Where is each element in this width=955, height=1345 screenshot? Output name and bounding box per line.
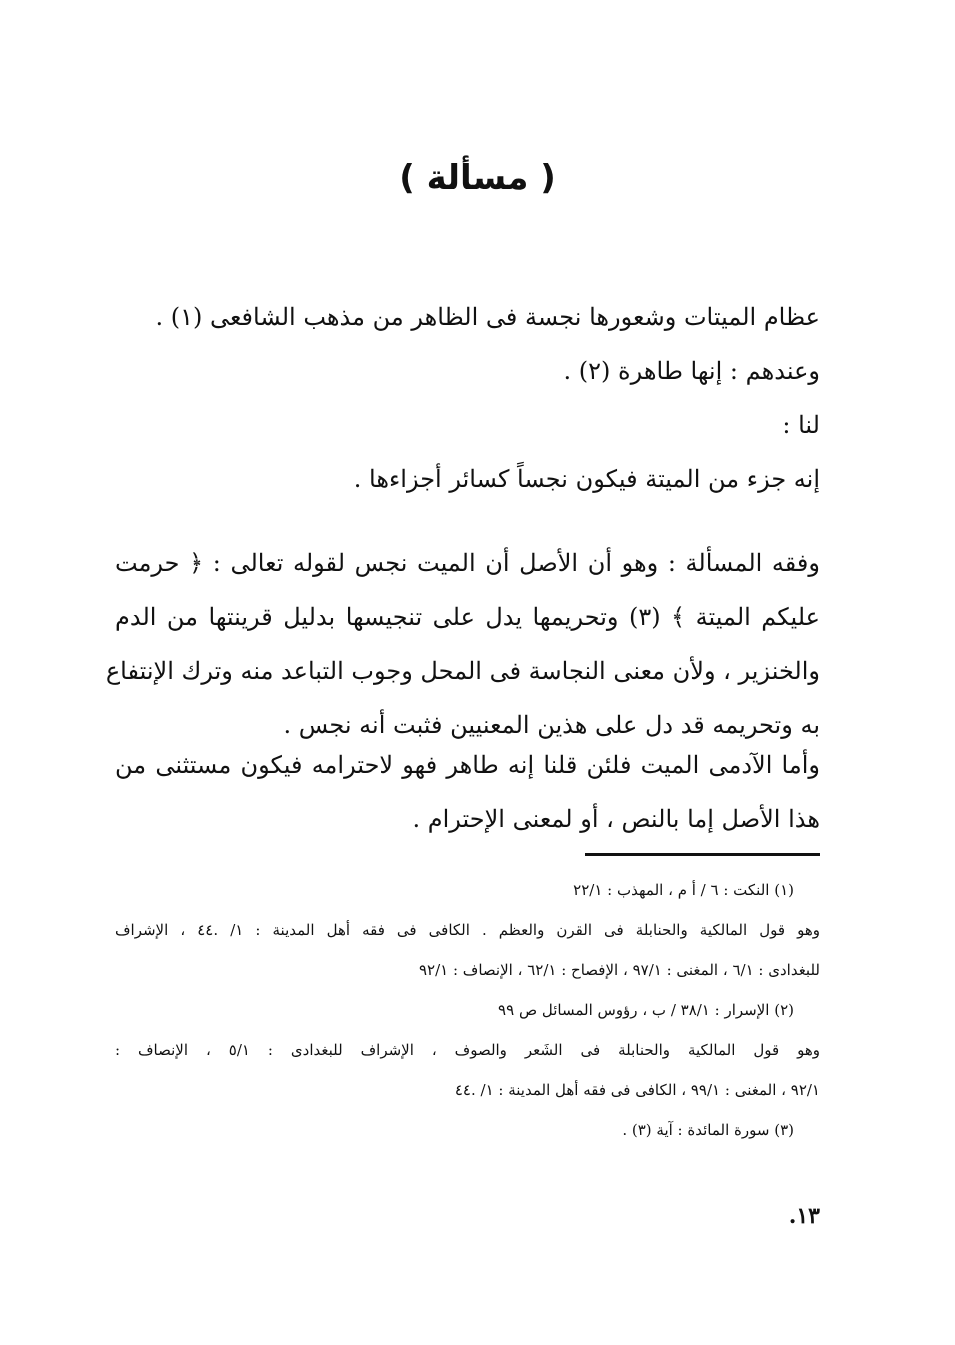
paragraph-argument: إنه جزء من الميتة فيكون نجساً كسائر أجزاءها . [353, 465, 820, 493]
paragraph-our-proof-heading: لنا : [782, 411, 820, 439]
footnote-line: (٣) سورة المائدة : آية (٣) . [622, 1121, 794, 1139]
footnote-line: (٢) الإسرار : ٣٨/١ / ب ، رؤوس المسائل ص ٩٩ [498, 1001, 794, 1019]
text-line: به وتحريمه قد دل على هذين المعنيين فثبت أنه نجس . [283, 711, 820, 739]
footnote-line: ٩٢/١ ، المغنى : ٩٩/١ ، الكافى فى فقه أهل المدينة : ١/ .٤٤ [454, 1081, 820, 1099]
text-line: وأما الآدمى الميت فلئن قلنا إنه طاهر فهو لاحترامه فيكون مستثنى من [115, 751, 820, 779]
text-line: وفقه المسألة : وهو أن الأصل أن الميت نجس لقوله تعالى : ﴿ حرمت [115, 549, 820, 577]
footnote-line: وهو قول المالكية والحنابلة فى الشَعر والصوف ، الإشراف للبغدادى : ٥/١ ، الإنصاف : [115, 1041, 821, 1059]
opening-paragraphs [115, 290, 820, 506]
text-line: والخنزير ، ولأن معنى النجاسة فى المحل وجوب التباعد منه وترك الإنتفاع [105, 657, 820, 685]
footnote-line: للبغدادى : ٦/١ ، المغنى : ٩٧/١ ، الإفصاح : ٦٢/١ ، الإنصاف : ٩٢/١ [418, 961, 820, 979]
page-number: ١٣. [788, 1203, 820, 1229]
text-line: عليكم الميتة ﴾ (٣) وتحريمها يدل على تنجيسها بدليل قرينتها من الدم [115, 603, 820, 631]
text-line: هذا الأصل إما بالنص ، أو لمعنى الإحترام . [412, 805, 820, 833]
paragraph-ruling: عظام الميتات وشعورها نجسة فى الظاهر من مذهب الشافعى (١) . [155, 303, 820, 331]
footnote-line: (١) النكت : ٦ / أ م ، المهذب : ٢٢/١ [573, 881, 794, 899]
footnote-line: وهو قول المالكية والحنابلة فى القرن والعظم . الكافى فى فقه أهل المدينة : ١/ .٤٤ ، الإشراف [115, 921, 821, 939]
footnote-divider [585, 853, 820, 856]
paragraph-human-exception [115, 738, 820, 846]
paragraph-their-view: وعندهم : إنها طاهرة (٢) . [563, 357, 820, 385]
paragraph-jurisprudence [105, 536, 820, 752]
footnotes [115, 870, 820, 1150]
section-title: ( مسألة ) [399, 158, 556, 198]
